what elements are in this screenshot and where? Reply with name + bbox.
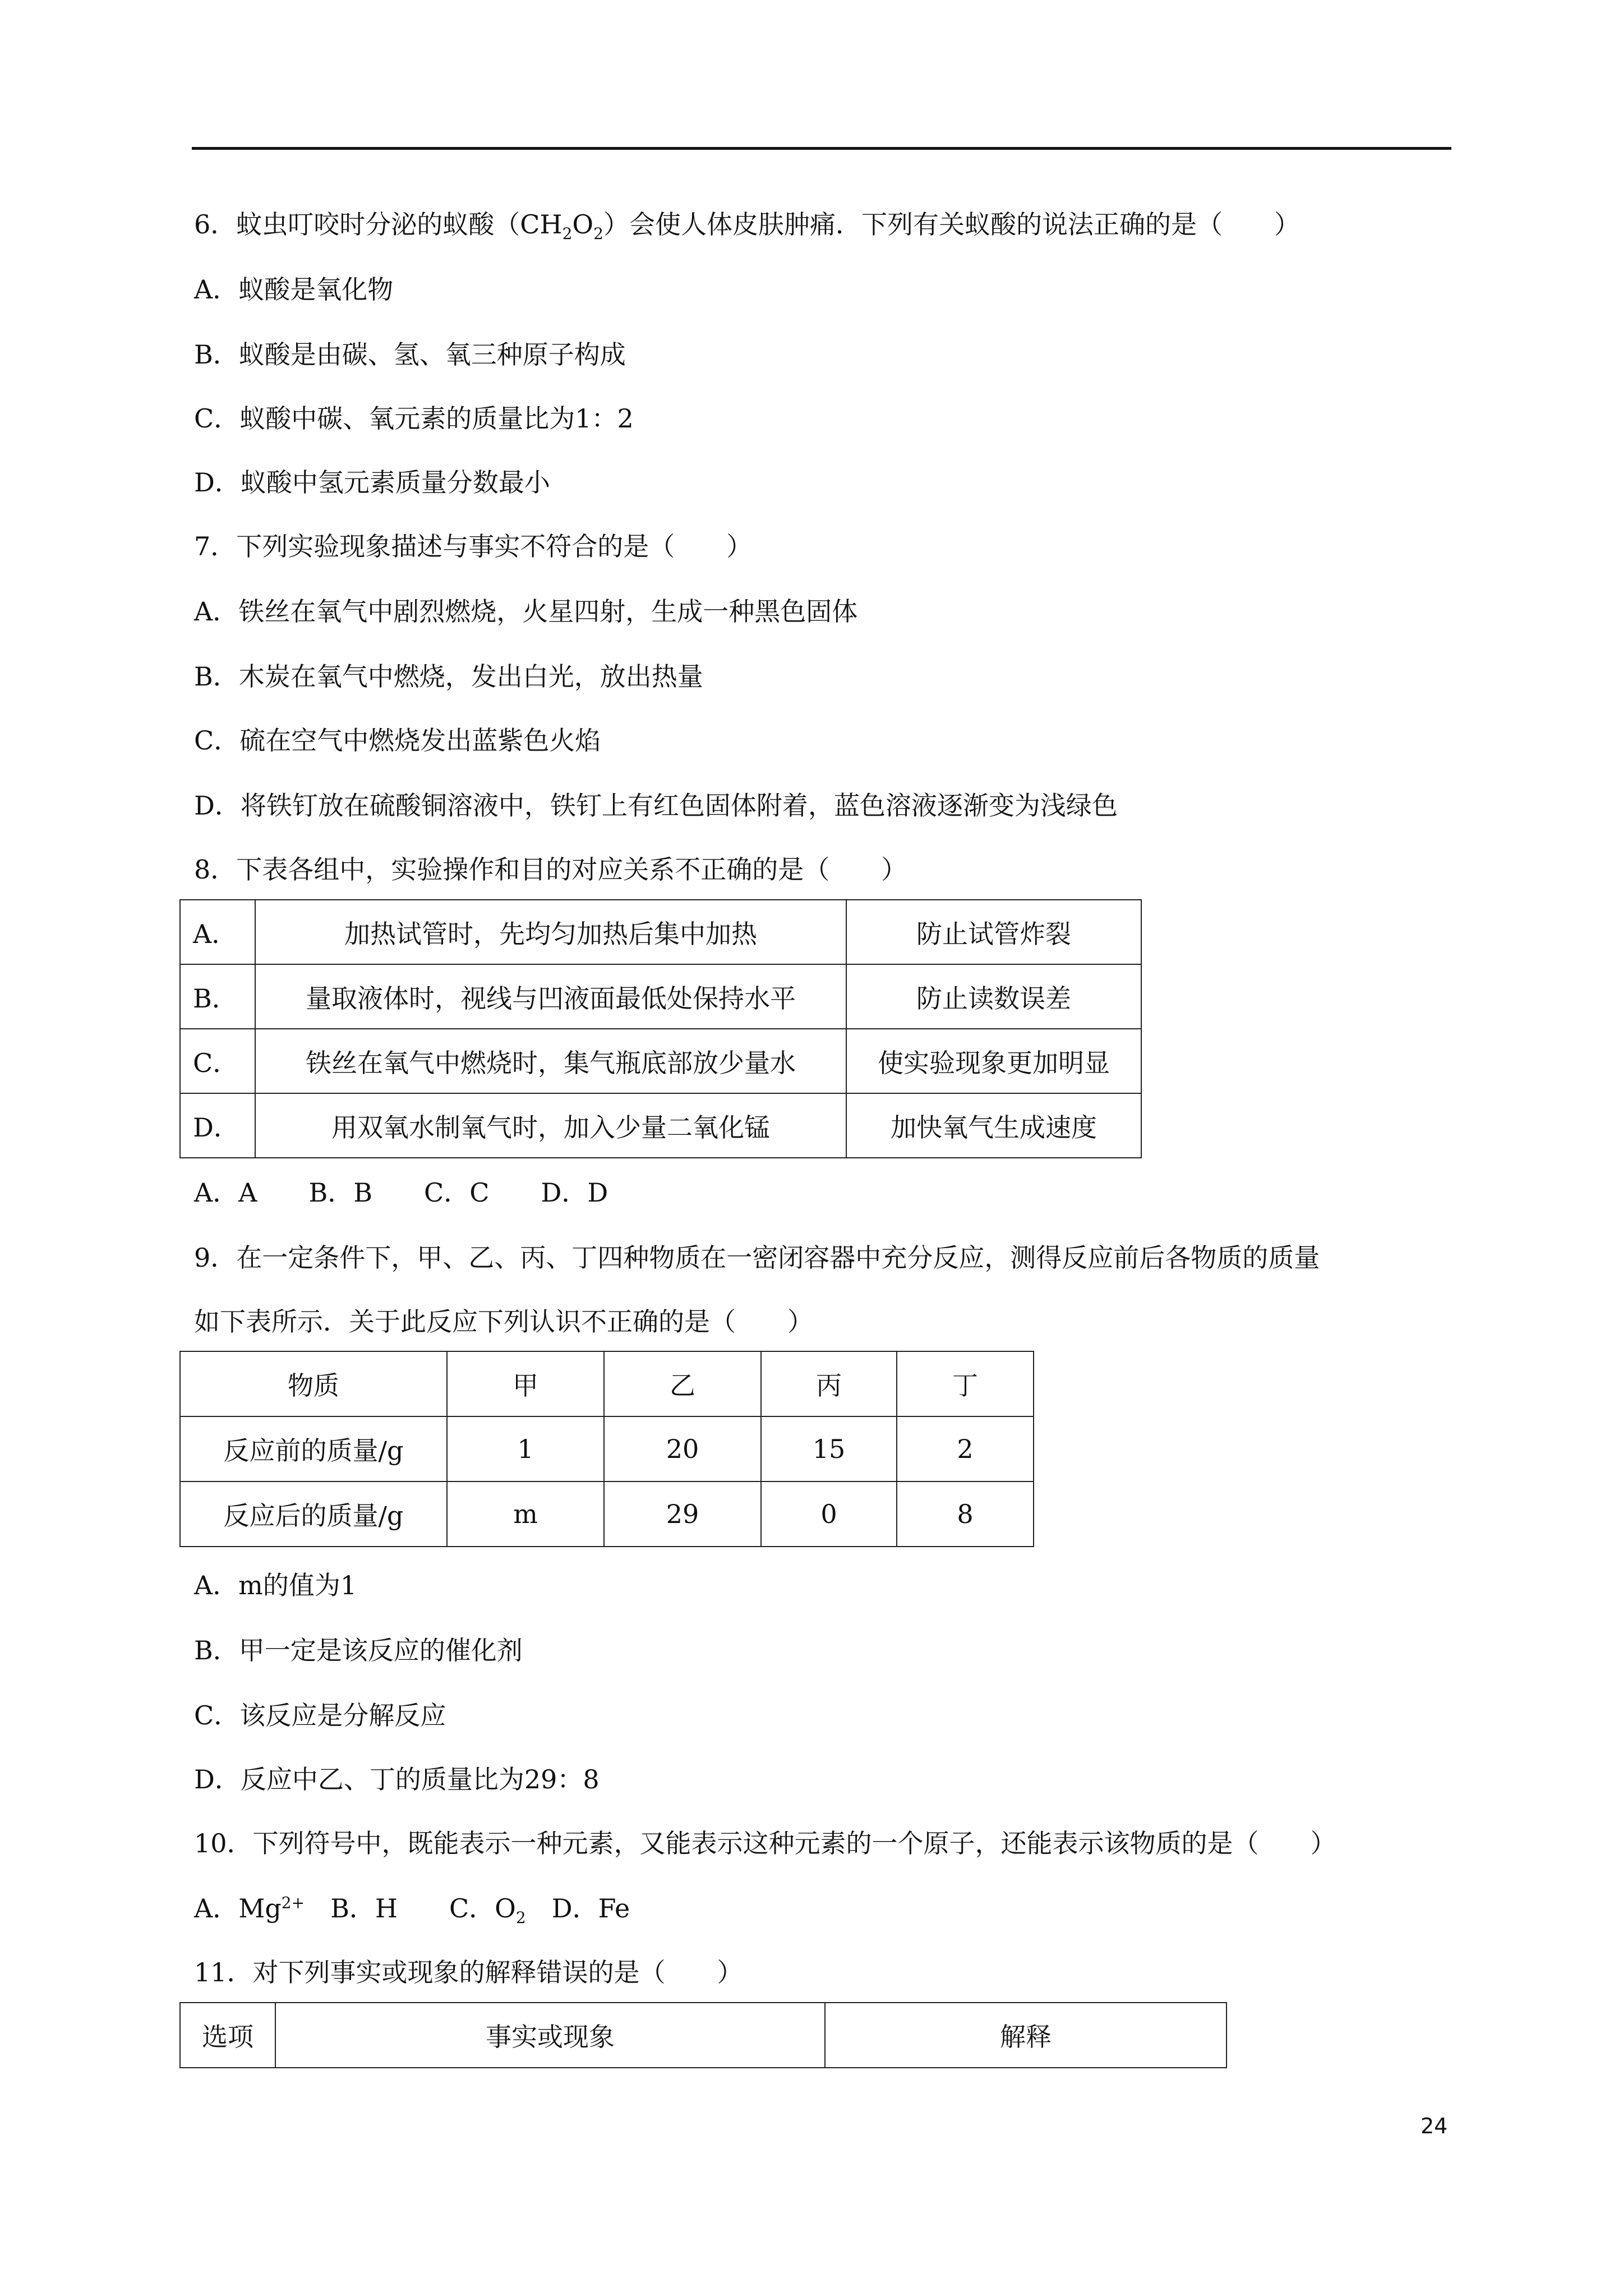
q9-stem-line1: 9．在一定条件下，甲、乙、丙、丁四种物质在一密闭容器中充分反应，测得反应前后各物质的质量 [194, 1243, 1320, 1273]
q8-row-operation: 加热试管时，先均匀加热后集中加热 [255, 900, 846, 964]
q9-cell: 20 [604, 1416, 761, 1481]
q6-option-b: B．蚁酸是由碳、氢、氧三种原子构成 [194, 339, 626, 370]
q9-cell: 0 [761, 1481, 897, 1547]
q8-row-purpose: 加快氧气生成速度 [846, 1093, 1141, 1158]
table-header-row [180, 1351, 1034, 1416]
q9-cell: 8 [897, 1481, 1034, 1547]
q9-cell: 反应后的质量/g [180, 1481, 447, 1547]
table-row [180, 964, 1141, 1029]
q10-options: A．$Mg^{2+}$ B．H C．$O_2$ D．Fe [194, 1893, 630, 1927]
q8-choices: A．A B．B C．C D．D [194, 1177, 608, 1208]
q9-cell: m [447, 1481, 604, 1547]
q8-row-operation: 用双氧水制氧气时，加入少量二氧化锰 [255, 1093, 846, 1158]
q9-header-cell: 丁 [897, 1351, 1034, 1416]
q9-cell: 1 [447, 1416, 604, 1481]
q9-header-cell: 甲 [447, 1351, 604, 1416]
q9-header-cell: 乙 [604, 1351, 761, 1416]
q11-stem: 11．对下列事实或现象的解释错误的是（ ） [194, 1957, 743, 1987]
q11-header-cell: 解释 [825, 2003, 1227, 2068]
q9-cell: 反应前的质量/g [180, 1416, 447, 1481]
q8-table [179, 899, 1142, 1158]
header-rule [192, 147, 1451, 150]
q7-stem: 7．下列实验现象描述与事实不符合的是（ ） [194, 531, 753, 562]
q9-cell: 29 [604, 1481, 761, 1547]
q9-cell: 15 [761, 1416, 897, 1481]
q10-stem: 10．下列符号中，既能表示一种元素，又能表示这种元素的一个原子，还能表示该物质的是（ ） [194, 1828, 1336, 1858]
q6-stem: 6．蚊虫叮咬时分泌的蚁酸$(CH_2O_2)$会使人体皮肤肿痛．下列有关蚁酸的说法正确的是（ ） [194, 209, 1300, 243]
page-number: 24 [1421, 2114, 1448, 2138]
q8-row-purpose: 使实验现象更加明显 [846, 1029, 1141, 1093]
q9-stem-line2: 如下表所示．关于此反应下列认识不正确的是（ ） [194, 1306, 813, 1337]
q8-row-label: B． [180, 964, 255, 1029]
q7-option-a: A．铁丝在氧气中剧烈燃烧，火星四射，生成一种黑色固体 [194, 596, 858, 627]
table-row [180, 1093, 1141, 1158]
q9-option-c: C．该反应是分解反应 [194, 1700, 446, 1731]
q7-option-d: D．将铁钉放在硫酸铜溶液中，铁钉上有红色固体附着，蓝色溶液逐渐变为浅绿色 [194, 790, 1118, 821]
q9-option-a: A．m的值为1 [194, 1570, 357, 1600]
table-row [180, 900, 1141, 964]
q8-stem: 8．下表各组中，实验操作和目的对应关系不正确的是（ ） [194, 854, 907, 885]
q8-row-purpose: 防止读数误差 [846, 964, 1141, 1029]
table-row [180, 1416, 1034, 1481]
q6-option-a: A．蚁酸是氧化物 [194, 274, 394, 305]
q8-row-operation: 铁丝在氧气中燃烧时，集气瓶底部放少量水 [255, 1029, 846, 1093]
q11-table [179, 2002, 1227, 2068]
q9-cell: 2 [897, 1416, 1034, 1481]
table-row [180, 1481, 1034, 1547]
q6-option-c: C．蚁酸中碳、氧元素的质量比为1：2 [194, 403, 634, 434]
q8-row-label: A． [180, 900, 255, 964]
table-header-row [180, 2003, 1227, 2068]
q6-option-d: D．蚁酸中氢元素质量分数最小 [194, 467, 550, 498]
q11-header-cell: 选项 [180, 2003, 275, 2068]
q8-row-purpose: 防止试管炸裂 [846, 900, 1141, 964]
q9-header-cell: 物质 [180, 1351, 447, 1416]
q9-option-b: B．甲一定是该反应的催化剂 [194, 1635, 523, 1665]
q8-row-operation: 量取液体时，视线与凹液面最低处保持水平 [255, 964, 846, 1029]
q7-option-c: C．硫在空气中燃烧发出蓝紫色火焰 [194, 725, 601, 756]
q9-header-cell: 丙 [761, 1351, 897, 1416]
q9-table [179, 1351, 1034, 1547]
q9-option-d: D．反应中乙、丁的质量比为29：8 [194, 1764, 600, 1795]
q7-option-b: B．木炭在氧气中燃烧，发出白光，放出热量 [194, 661, 703, 692]
table-row [180, 1029, 1141, 1093]
q8-row-label: C． [180, 1029, 255, 1093]
q11-header-cell: 事实或现象 [275, 2003, 825, 2068]
q8-row-label: D． [180, 1093, 255, 1158]
